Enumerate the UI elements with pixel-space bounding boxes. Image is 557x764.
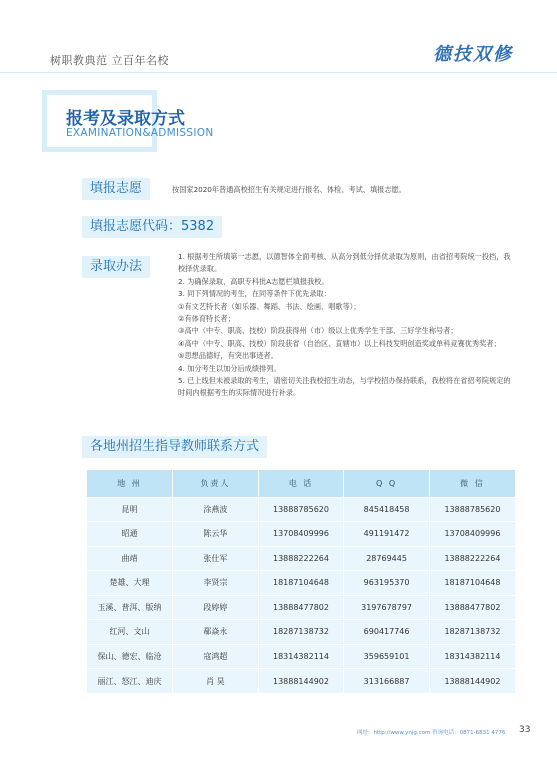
phone-cell: 13888222264: [258, 546, 344, 571]
wechat-cell: 13888144902: [429, 669, 515, 694]
wechat-cell: 13888477802: [429, 595, 515, 620]
section-label-code: 填报志愿代码：5382: [82, 216, 222, 238]
contact-person-cell: 郗焱永: [173, 620, 259, 645]
region-cell: 昆明: [87, 497, 173, 522]
contact-person-cell: 张仕军: [173, 546, 259, 571]
phone-cell: 18187104648: [258, 571, 344, 596]
qq-cell: 3197678797: [344, 595, 430, 620]
region-cell: 保山、德宏、临沧: [87, 644, 173, 669]
table-row: [87, 522, 515, 547]
admission-procedure: [166, 251, 511, 400]
phone-cell: 13708409996: [258, 522, 344, 547]
table-row: [87, 546, 515, 571]
contact-person-cell: 陈云华: [173, 522, 259, 547]
column-header: Q Q: [344, 470, 430, 497]
qq-cell: 845418458: [344, 497, 430, 522]
section-label-admission: 录取办法: [82, 256, 150, 278]
contact-person-cell: 李贤宗: [173, 571, 259, 596]
page-title: 报考及录取方式: [66, 109, 185, 129]
footer-contact-info: 网址：http://www.ynjg.com 咨询电话：0871-6831 4776: [357, 730, 506, 736]
header-divider: [0, 72, 557, 73]
table-row: [87, 571, 515, 596]
column-header: 地 州: [87, 470, 173, 497]
contact-person-cell: 段婷婷: [173, 595, 259, 620]
qq-cell: 690417746: [344, 620, 430, 645]
column-header: 负责人: [173, 470, 259, 497]
contacts-table: [87, 470, 515, 693]
region-cell: 玉溪、普洱、版纳: [87, 595, 173, 620]
wechat-cell: 18187104648: [429, 571, 515, 596]
qq-cell: 313166887: [344, 669, 430, 694]
table-header-row: [87, 470, 515, 497]
phone-cell: 13888144902: [258, 669, 344, 694]
region-cell: 丽江、怒江、迪庆: [87, 669, 173, 694]
region-cell: 红河、文山: [87, 620, 173, 645]
contact-person-cell: 寇鸿超: [173, 644, 259, 669]
procedure-item: ②有体育特长者；: [178, 314, 235, 324]
wechat-cell: 13888785620: [429, 497, 515, 522]
region-cell: 曲靖: [87, 546, 173, 571]
table-row: [87, 669, 515, 694]
page-subtitle: EXAMINATION&ADMISSION: [66, 127, 214, 139]
wechat-cell: 18287138732: [429, 620, 515, 645]
header-motto: 树职教典范 立百年名校: [50, 54, 169, 67]
region-cell: 昭通: [87, 522, 173, 547]
qq-cell: 491191472: [344, 522, 430, 547]
column-header: 微 信: [429, 470, 515, 497]
qq-cell: 359659101: [344, 644, 430, 669]
page-number: 33: [519, 725, 531, 735]
procedure-item: 1. 根据考生所填第一志愿，以德智体全面考核、从高分到低分择优录取为原则，由省招考院统一投档，我校择优录取。: [178, 252, 511, 274]
table-row: [87, 595, 515, 620]
procedure-item: ③高中（中专、职高、技校）阶段获得州（市）级以上优秀学生干部、三好学生称号者；: [178, 326, 458, 336]
procedure-item: 3. 同下列情况的考生，在同等条件下优先录取：: [178, 289, 331, 299]
qq-cell: 28769445: [344, 546, 430, 571]
contact-person-cell: 肖 昊: [173, 669, 259, 694]
table-row: [87, 497, 515, 522]
region-cell: 楚雄、大理: [87, 571, 173, 596]
procedure-item: ⑤思想品德好，有突出事迹者。: [178, 351, 278, 361]
procedure-item: ①有文艺特长者（如乐器、舞蹈、书法、绘画、唱歌等）；: [178, 301, 361, 311]
section-label-contacts: 各地州招生指导教师联系方式: [82, 436, 267, 458]
qq-cell: 963195370: [344, 571, 430, 596]
phone-cell: 13888785620: [258, 497, 344, 522]
table-row: [87, 644, 515, 669]
column-header: 电 话: [258, 470, 344, 497]
school-logo: 德技双修: [433, 44, 513, 65]
wechat-cell: 13708409996: [429, 522, 515, 547]
table-row: [87, 620, 515, 645]
procedure-item: ④高中（中专、职高、技校）阶段获省（自治区、直辖市）以上科技发明创造奖或单科竞赛优秀奖者；: [178, 338, 501, 348]
phone-cell: 13888477802: [258, 595, 344, 620]
wechat-cell: 18314382114: [429, 644, 515, 669]
procedure-item: 4. 加分考生以加分后成绩排列。: [178, 363, 281, 373]
contact-person-cell: 涂燕波: [173, 497, 259, 522]
fill-description: 按国家2020年普通高校招生有关规定进行报名、体检、考试、填报志愿。: [172, 185, 406, 194]
procedure-item: 5. 已上线但未被录取的考生，请密切关注我校招生动态，与学校招办保持联系，我校将在省招考院规定的时间内根据考生的实际情况进行补录。: [178, 376, 511, 398]
wechat-cell: 13888222264: [429, 546, 515, 571]
phone-cell: 18314382114: [258, 644, 344, 669]
phone-cell: 18287138732: [258, 620, 344, 645]
section-label-fill: 填报志愿: [82, 178, 150, 200]
procedure-item: 2. 为确保录取，高职专科批A志愿栏填报我校。: [178, 276, 329, 286]
